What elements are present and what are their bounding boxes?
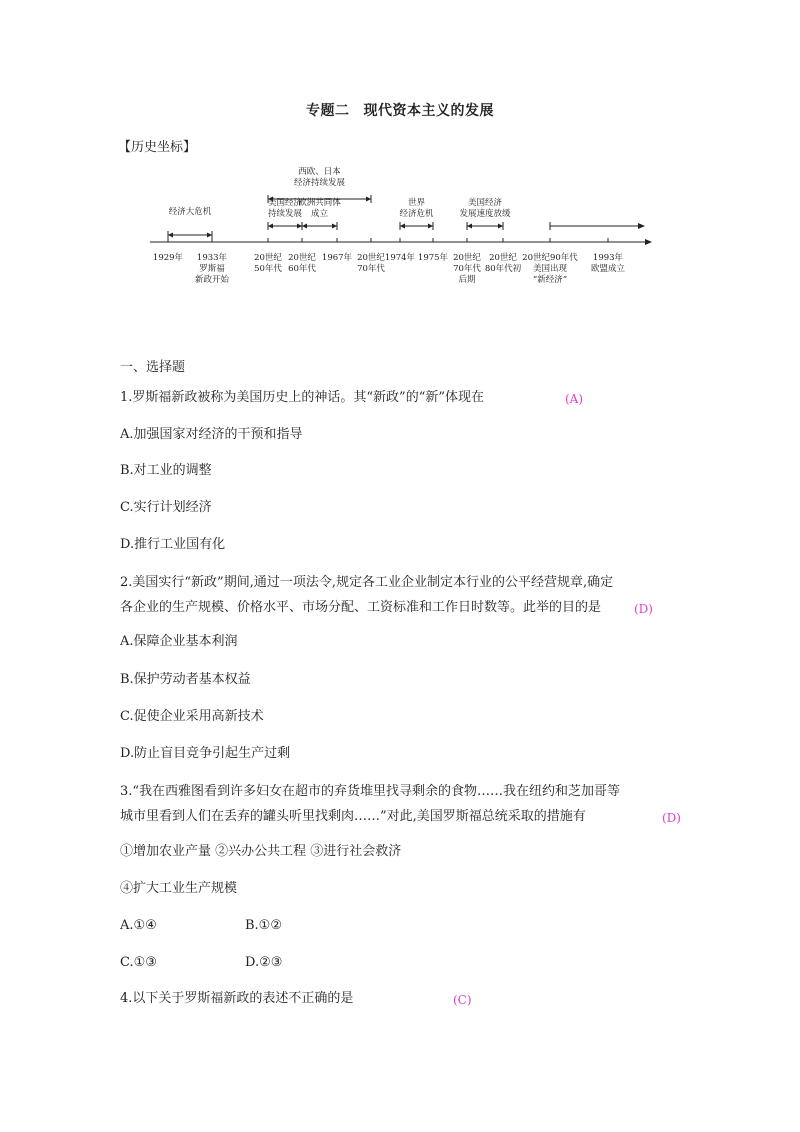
timeline-bracket-label: 美国经济 bbox=[267, 198, 303, 208]
timeline-tick-label: 20世纪 bbox=[288, 253, 316, 263]
answer-option: C.实行计划经济 bbox=[120, 500, 212, 515]
timeline-tick-label: 20世纪 bbox=[453, 253, 481, 263]
section-label: 【历史坐标】 bbox=[118, 140, 197, 155]
timeline-bracket-label: 经济大危机 bbox=[168, 207, 212, 217]
question-stem: 3.“我在西雅图看到许多妇女在超市的弃货堆里找寻剩余的食物……我在纽约和芝加哥等 bbox=[120, 784, 621, 799]
timeline-tick-label: 20世纪90年代 bbox=[522, 253, 578, 263]
answer-badge: (D) bbox=[634, 602, 653, 616]
timeline-bracket-label: 经济危机 bbox=[399, 209, 434, 219]
timeline-tick-label: 1993年 bbox=[592, 253, 624, 263]
timeline-tick-label: 20世纪 bbox=[489, 253, 517, 263]
timeline-tick-label: 60年代 bbox=[288, 264, 316, 274]
answer-option: D.防止盲目竞争引起生产过剩 bbox=[120, 746, 291, 761]
timeline-tick-label: 1967年 bbox=[321, 253, 353, 263]
timeline-tick-label: “新经济” bbox=[532, 275, 568, 285]
timeline-arrowhead bbox=[400, 224, 405, 229]
answer-option: A.加强国家对经济的干预和指导 bbox=[120, 427, 303, 442]
timeline-tick-label: 20世纪 bbox=[357, 253, 385, 263]
question-item: ①增加农业产量 ②兴办公共工程 ③进行社会救济 bbox=[120, 844, 402, 859]
timeline-tick-label: 1933年 bbox=[196, 253, 228, 263]
timeline-tick-label: 后期 bbox=[458, 275, 476, 285]
timeline-bracket-label: 经济持续发展 bbox=[293, 178, 346, 188]
timeline-tick-label: 罗斯福 bbox=[199, 264, 225, 274]
answer-option: C.促使企业采用高新技术 bbox=[120, 709, 264, 724]
timeline-tick-label: 新政开始 bbox=[194, 275, 230, 285]
question-stem: 4.以下关于罗斯福新政的表述不正确的是 bbox=[120, 991, 354, 1006]
answer-option: B.保护劳动者基本权益 bbox=[120, 672, 251, 687]
timeline-arrowhead bbox=[268, 224, 273, 229]
answer-option: B.对工业的调整 bbox=[120, 463, 212, 478]
timeline-tick-label: 1929年 bbox=[152, 253, 184, 263]
timeline-arrowhead bbox=[207, 233, 212, 238]
timeline-arrowhead bbox=[332, 224, 337, 229]
timeline-diagram bbox=[140, 160, 660, 300]
answer-option: A.①④ bbox=[120, 918, 157, 933]
question-stem: 2.美国实行“新政”期间,通过一项法令,规定各工业企业制定本行业的公平经营规章,确定 bbox=[120, 575, 614, 590]
timeline-tick-label: 80年代初 bbox=[484, 264, 522, 274]
answer-option: D.②③ bbox=[245, 955, 283, 970]
timeline-arrowhead bbox=[168, 233, 173, 238]
answer-badge: (A) bbox=[565, 392, 584, 406]
page-title: 专题二 现代资本主义的发展 bbox=[306, 103, 494, 119]
timeline-tick-label: 50年代 bbox=[254, 264, 282, 274]
timeline-bracket-label: 发展速度放缓 bbox=[459, 209, 511, 219]
answer-option: A.保障企业基本利润 bbox=[120, 634, 238, 649]
answer-badge: (C) bbox=[453, 993, 472, 1007]
timeline-tick-label: 20世纪 bbox=[254, 253, 282, 263]
timeline-arrowhead bbox=[428, 224, 433, 229]
timeline-arrowhead bbox=[467, 224, 472, 229]
answer-option: D.推行工业国有化 bbox=[120, 537, 226, 552]
timeline-tick-label: 欧盟成立 bbox=[590, 264, 626, 274]
timeline-tick-label: 70年代 bbox=[357, 264, 385, 274]
timeline-bracket-label: 成立 bbox=[310, 209, 329, 219]
answer-option: B.①② bbox=[245, 918, 282, 933]
timeline-bracket-label: 西欧、日本 bbox=[298, 167, 341, 177]
question-stem: 各企业的生产规模、价格水平、市场分配、工资标准和工作日时数等。此举的目的是 bbox=[120, 600, 602, 615]
timeline-arrowhead bbox=[297, 224, 302, 229]
timeline-bracket-label: 欧洲共同体 bbox=[298, 198, 341, 208]
question-item: ④扩大工业生产规模 bbox=[120, 881, 238, 896]
timeline-bracket-label: 持续发展 bbox=[267, 209, 303, 219]
timeline-arrowhead bbox=[638, 223, 645, 229]
timeline-arrowhead bbox=[498, 224, 503, 229]
timeline-tick-label: 1975年 bbox=[417, 253, 449, 263]
timeline-bracket-label: 世界 bbox=[407, 198, 426, 208]
answer-badge: (D) bbox=[662, 811, 681, 825]
timeline-arrowhead bbox=[302, 224, 307, 229]
timeline-tick-label: 1974年 bbox=[384, 253, 416, 263]
question-stem: 城市里看到人们在丢弃的罐头听里找剩肉……”对此,美国罗斯福总统采取的措施有 bbox=[120, 809, 586, 824]
timeline-tick-label: 70年代 bbox=[453, 264, 481, 274]
question-stem: 1.罗斯福新政被称为美国历史上的神话。其“新政”的“新”体现在 bbox=[120, 390, 484, 405]
timeline-tick-label: 美国出现 bbox=[532, 264, 568, 274]
timeline-bracket-label: 美国经济 bbox=[467, 198, 503, 208]
answer-option: C.①③ bbox=[120, 955, 157, 970]
timeline-arrowhead bbox=[366, 197, 371, 202]
section-heading: 一、选择题 bbox=[120, 360, 186, 375]
timeline-axis bbox=[150, 239, 652, 245]
